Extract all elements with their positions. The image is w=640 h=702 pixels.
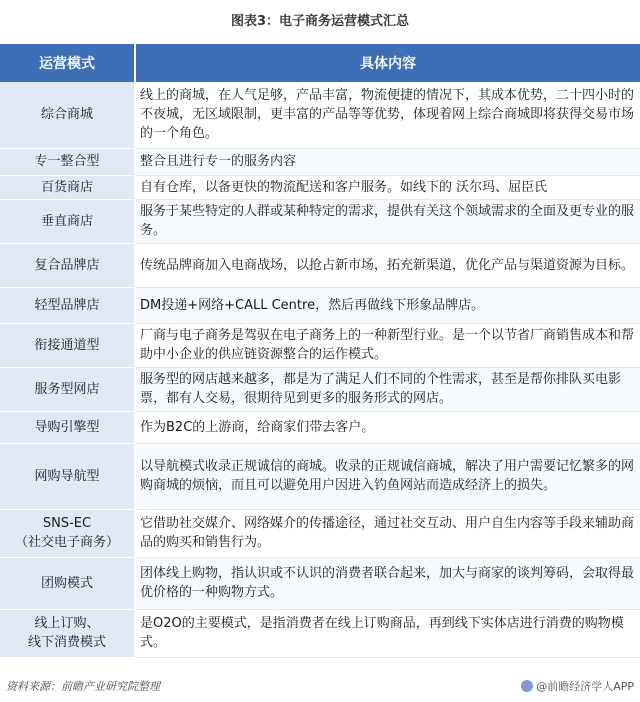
content-cell: 团体线上购物，指认识或不认识的消费者联合起来，加大与商家的谈判筹码，会取得最优价格的一种购物方式。 [135,557,640,609]
mode-cell: 垂直商店 [0,199,135,243]
table-row [0,411,640,443]
table-row [0,199,640,243]
table-row [0,287,640,323]
footer [0,672,640,702]
mode-cell: 轻型品牌店 [0,287,135,323]
table-row [0,82,640,148]
mode-cell: 百货商店 [0,175,135,199]
source-note: 资料来源：前瞻产业研究院整理 [6,680,160,693]
table-row [0,243,640,287]
brand-watermark [521,678,634,694]
content-cell: 服务型的网店越来越多，都是为了满足人们不同的个性需求，甚至是帮你排队买电影票，都有人交易，很期待见到更多的服务形式的网店。 [135,367,640,411]
content-cell: 服务于某些特定的人群或某种特定的需求，提供有关这个领域需求的全面及更专业的服务。 [135,199,640,243]
header-content: 具体内容 [135,44,640,82]
table-header-row [0,44,640,82]
mode-cell: 团购模式 [0,557,135,609]
content-cell: 是O2O的主要模式，是指消费者在线上订购商品，再到线下实体店进行消费的购物模式。 [135,609,640,657]
mode-cell: 网购导航型 [0,443,135,509]
mode-cell: 服务型网店 [0,367,135,411]
content-cell: 传统品牌商加入电商战场，以抢占新市场，拓充新渠道，优化产品与渠道资源为目标。 [135,243,640,287]
content-cell: 整合且进行专一的服务内容 [135,148,640,175]
brand-label: @前瞻经济学人APP [536,680,634,693]
brand-logo-icon [521,680,533,692]
mode-cell: 综合商城 [0,82,135,148]
table-row [0,443,640,509]
table-row [0,323,640,367]
mode-cell: 导购引擎型 [0,411,135,443]
table-row [0,609,640,657]
mode-cell: 线上订购、 线下消费模式 [0,609,135,657]
mode-cell: SNS-EC （社交电子商务） [0,509,135,557]
content-cell: 以导航模式收录正规诚信的商城。收录的正规诚信商城，解决了用户需要记忆繁多的网购商城的烦恼，而且可以避免用户因进入钓鱼网站而造成经济上的损失。 [135,443,640,509]
mode-cell: 专一整合型 [0,148,135,175]
content-cell: 厂商与电子商务是驾驭在电子商务上的一种新型行业。是一个以节省厂商销售成本和帮助中小企业的供应链资源整合的运作模式。 [135,323,640,367]
table-row [0,509,640,557]
table-row [0,557,640,609]
mode-cell: 复合品牌店 [0,243,135,287]
content-cell: DM投递+网络+CALL Centre，然后再做线下形象品牌店。 [135,287,640,323]
content-cell: 自有仓库，以备更快的物流配送和客户服务。如线下的 沃尔玛、屈臣氏 [135,175,640,199]
table-row [0,367,640,411]
operation-modes-table [0,44,640,658]
header-mode: 运营模式 [0,44,135,82]
table-row [0,175,640,199]
content-cell: 作为B2C的上游商，给商家们带去客户。 [135,411,640,443]
content-cell: 它借助社交媒介、网络媒介的传播途径，通过社交互动、用户自生内容等手段来辅助商品的购买和销售行为。 [135,509,640,557]
chart-title: 图表3：电子商务运营模式汇总 [230,14,410,29]
mode-cell: 衔接通道型 [0,323,135,367]
table-row [0,148,640,175]
content-cell: 线上的商城，在人气足够，产品丰富，物流便捷的情况下，其成本优势，二十四小时的不夜城，无区域限制，更丰富的产品等等优势，体现着网上综合商城即将获得交易市场的一个角色。 [135,82,640,148]
